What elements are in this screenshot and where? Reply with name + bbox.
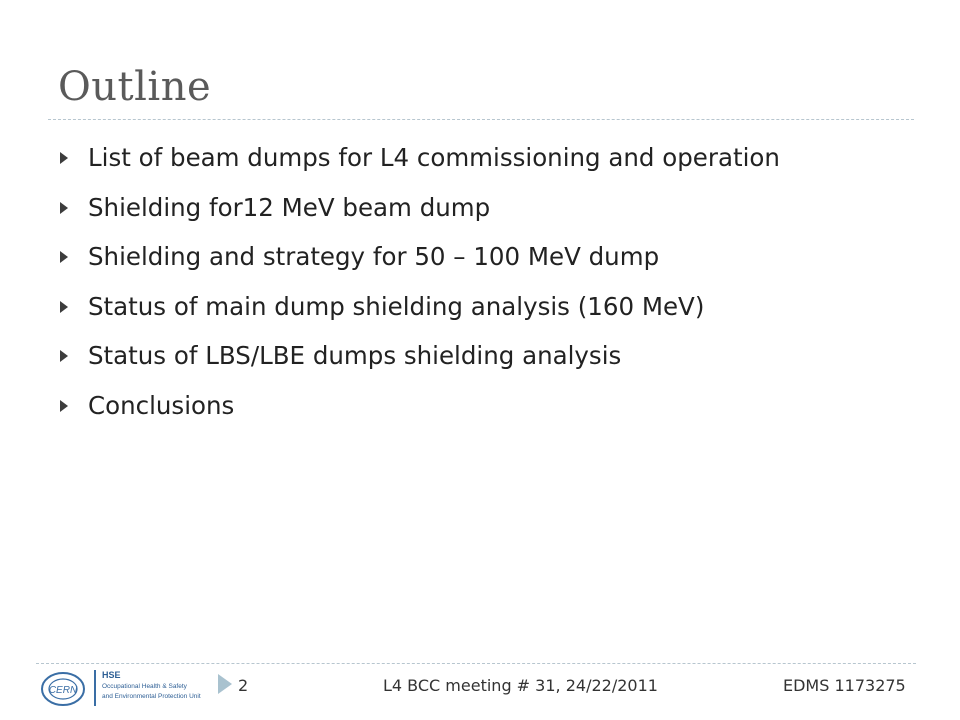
- footer-edms: EDMS 1173275: [783, 676, 906, 695]
- bullet-triangle-icon: [60, 301, 68, 313]
- footer-meeting: L4 BCC meeting # 31, 24/22/2011: [383, 676, 658, 695]
- bullet-text: Shielding and strategy for 50 – 100 MeV dump: [88, 242, 660, 271]
- bullet-list: [58, 138, 780, 435]
- bullet-item: [58, 287, 780, 337]
- title-divider: [48, 119, 914, 120]
- hse-line-1: Occupational Health & Safety: [102, 683, 187, 690]
- footer: [0, 664, 960, 712]
- page-number: 2: [238, 676, 249, 695]
- bullet-item: [58, 336, 780, 386]
- hse-line-2: and Environmental Protection Unit: [102, 693, 201, 700]
- cern-logo-icon: [40, 670, 86, 708]
- bullet-triangle-icon: [60, 251, 68, 263]
- bullet-item: [58, 188, 780, 238]
- bullet-item: [58, 138, 780, 188]
- bullet-item: [58, 386, 780, 436]
- footer-arrow-icon: [218, 674, 232, 694]
- hse-title: HSE: [102, 670, 121, 680]
- bullet-text: Conclusions: [88, 390, 235, 420]
- cern-logo-text: CERN: [48, 685, 78, 696]
- hse-bar: [94, 670, 96, 706]
- bullet-text: List of beam dumps for L4 commissioning and operation: [88, 143, 780, 172]
- bullet-triangle-icon: [60, 350, 68, 362]
- slide-title: Outline: [58, 64, 212, 110]
- bullet-triangle-icon: [60, 400, 68, 412]
- bullet-text: Status of LBS/LBE dumps shielding analysis: [88, 341, 622, 370]
- hse-logo: [94, 670, 234, 710]
- bullet-text: Shielding for12 MeV beam dump: [88, 192, 491, 222]
- bullet-item: [58, 237, 780, 287]
- bullet-triangle-icon: [60, 202, 68, 214]
- bullet-triangle-icon: [60, 152, 68, 164]
- bullet-text: Status of main dump shielding analysis (160 MeV): [88, 291, 705, 321]
